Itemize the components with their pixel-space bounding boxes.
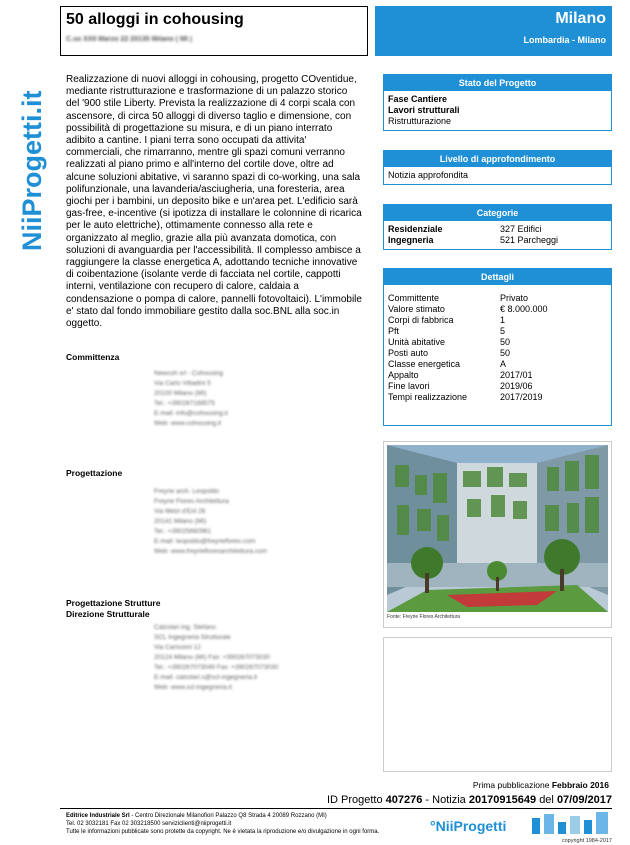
dettaglio-key: Valore stimato — [388, 304, 445, 314]
dettaglio-value: 50 — [500, 337, 511, 347]
empty-panel — [383, 637, 612, 772]
progettazione-title: Progettazione — [66, 468, 123, 478]
footer-address: - Centro Direzionale Milanofiori Palazzo Q8 Strada 4 20089 Rozzano (MI) — [129, 813, 327, 819]
footer-logo — [430, 812, 612, 842]
dettagli-panel-title: Dettagli — [384, 269, 611, 285]
photo-caption: Fonte: Freyrie Flores Architettura — [387, 614, 461, 620]
livello-panel — [383, 150, 612, 185]
strutture-line: E-mail: calzolari.s@scl-ingegneria.it — [154, 674, 258, 681]
progettazione-line: Web: www.freyriefloresarchitettura.com — [154, 548, 267, 555]
project-header — [60, 6, 368, 56]
progettazione-line: Via Melzi d'Eril 26 — [154, 508, 206, 515]
notizia-label: - Notizia — [425, 794, 466, 806]
vertical-logo-text: NiiProgetti.it — [17, 90, 47, 252]
dettaglio-row — [388, 315, 607, 326]
dettaglio-key: Classe energetica — [388, 359, 461, 369]
strutture-line: SCL Ingegneria Strutturale — [154, 634, 231, 641]
footer-info — [66, 812, 406, 836]
dettaglio-row — [388, 293, 607, 304]
courtyard-illustration — [387, 445, 608, 612]
location-box — [375, 6, 612, 56]
livello-value: Notizia approfondita — [388, 170, 469, 180]
committenza-line: Newcoh srl - Cohousing — [154, 370, 224, 377]
project-title: 50 alloggi in cohousing — [66, 11, 244, 28]
strutture-line: Calzolari ing. Stefano — [154, 624, 216, 631]
dettaglio-value: 2019/06 — [500, 381, 533, 391]
categorie-panel — [383, 204, 612, 250]
dettaglio-key: Posti auto — [388, 348, 429, 358]
footer-company: Editrice Industriale Srl — [66, 813, 130, 819]
dettaglio-row — [388, 359, 607, 370]
categoria-value: 327 Edifici — [500, 224, 542, 234]
categorie-panel-title: Categorie — [384, 205, 611, 221]
dettaglio-value: 1 — [500, 315, 506, 325]
dettagli-panel — [383, 268, 612, 426]
footer-copyright: copyright 1984-2017 — [561, 838, 612, 844]
dettaglio-key: Tempi realizzazione — [388, 392, 468, 402]
footer-logo-text: °NiiProgetti — [430, 818, 507, 834]
strutture-details — [154, 623, 278, 693]
dettaglio-value: 2017/2019 — [500, 392, 543, 402]
strutture-line: Tel.: +390267073049 Fax: +390267073030 — [154, 664, 279, 671]
stato-detail: Ristrutturazione — [388, 116, 452, 126]
committenza-line: Tel.: +390287168575 — [154, 400, 215, 407]
dettaglio-row — [388, 392, 607, 403]
dettaglio-value: A — [500, 359, 507, 369]
first-publication — [473, 780, 609, 790]
dettaglio-value: 50 — [500, 348, 511, 358]
dettaglio-row — [388, 381, 607, 392]
stato-panel-title: Stato del Progetto — [384, 75, 611, 91]
first-publication-date: Febbraio 2016 — [551, 780, 609, 790]
stato-panel — [383, 74, 612, 131]
vertical-logo — [8, 6, 56, 336]
committenza-line: Web: www.cohousing.it — [154, 420, 222, 427]
stato-phase: Fase Cantiere — [388, 94, 448, 104]
first-publication-label: Prima pubblicazione — [472, 780, 550, 790]
progettazione-line: Tel.: +39025660961 — [154, 528, 212, 535]
categoria-key: Residenziale — [388, 224, 443, 234]
project-address: C.so XXII Marzo 22 20135 Milano ( MI ) — [66, 36, 193, 43]
dettaglio-value: 5 — [500, 326, 506, 336]
dettaglio-key: Pft — [388, 326, 400, 336]
del-value: 07/09/2017 — [556, 794, 612, 806]
progettazione-line: Freyrie arch. Leopoldo — [154, 488, 220, 495]
categoria-value: 521 Parcheggi — [500, 235, 559, 245]
categoria-key: Ingegneria — [388, 235, 434, 245]
stato-sub: Lavori strutturali — [388, 105, 460, 115]
strutture-title — [66, 598, 160, 620]
project-photo-frame — [383, 441, 612, 628]
notizia-value: 20170915649 — [468, 794, 537, 806]
progettazione-line: 20141 Milano (MI) — [154, 518, 207, 525]
region-name: Lombardia - Milano — [523, 35, 606, 45]
id-label: ID Progetto — [326, 794, 383, 806]
strutture-title-1: Progettazione Strutture — [66, 598, 161, 608]
dettaglio-value: 2017/01 — [500, 370, 533, 380]
categoria-row — [388, 235, 607, 246]
footer-notice: Tutte le informazioni pubblicate sono protette da copyright. Ne è vietata la riproduzione e/o divulgazione in ogni forma. — [66, 829, 380, 835]
dettaglio-key: Unità abitative — [388, 337, 446, 347]
footer-contacts: Tel. 02 3032181 Fax 02 303218500 serviziclienti@niiprogetti.it — [66, 821, 232, 827]
committenza-line: Via Carlo Vittadini 5 — [154, 380, 211, 387]
strutture-title-2: Direzione Strutturale — [66, 609, 150, 619]
strutture-line: 20124 Milano (MI) Fax: +390267073030 — [154, 654, 270, 661]
progettazione-line: E-mail: leopoldo@freyrieflores.com — [154, 538, 256, 545]
dettaglio-key: Appalto — [388, 370, 419, 380]
footer-divider — [60, 808, 612, 809]
dettaglio-row — [388, 370, 607, 381]
dettaglio-row — [388, 348, 607, 359]
committenza-details — [154, 369, 228, 429]
livello-panel-title: Livello di approfondimento — [384, 151, 611, 167]
dettaglio-row — [388, 337, 607, 348]
project-description: Realizzazione di nuovi alloggi in cohousing, progetto COventidue, mediante ristrutturazione e trasformazione di un palazzo storico del '900 stile Liberty. Prevista la realizzazione di 4 corpi scala con ascensore, di circa 50 alloggi di diverso taglio e dimensione, con possibilità di progettazione su misura, e di un piano interrato adibito a cantine. I piani terra sono occupati da attivita' commerciali, che rimarranno, mentre gli spazi comuni verranno realizzati al piano primo e all'interno del cortile dove, oltre ad alcune soluzioni abitative, vi saranno spazi di co-working, una sala polifunzionale, una lavanderia/asciugheria, una foresteria, area giochi per i bambini, un deposito bike e un'area pet. L'edificio sarà gas-free, e-incentive (si ipotizza di installare le colonnine di ricarica per le auto elettriche), ottimamente connesso alla rete e organizzato al meglio, grazie alla più avanzata domotica, con soluzioni di avanguardia per l'accessibilità. Il complesso ambisce a raggiungere la classe energetica A, adottando tecniche innovative di coibentazione (isolante verde di facciata nel cortile, cappotti interni, ventilazione con recupero di calore, caldaia a condensazione o pompa di calore, pannelli fotovoltaici). L'immobile e' stato dal fondo immobiliare gestito dalla soc.BNL alla soc.in oggetto. — [66, 74, 362, 330]
dettaglio-row — [388, 326, 607, 337]
strutture-line: Web: www.scl-ingegneria.it — [154, 684, 232, 691]
dettaglio-row — [388, 304, 607, 315]
id-value: 407276 — [385, 794, 423, 806]
dettaglio-value: Privato — [500, 293, 529, 303]
categoria-row — [388, 224, 607, 235]
committenza-title: Committenza — [66, 352, 120, 362]
committenza-line: 20100 Milano (MI) — [154, 390, 207, 397]
skyline-icon — [530, 812, 612, 834]
progettazione-line: Freyrie Flores Architettura — [154, 498, 229, 505]
strutture-line: Via Carissimi 12 — [154, 644, 201, 651]
dettaglio-key: Corpi di fabbrica — [388, 315, 454, 325]
dettaglio-key: Fine lavori — [388, 381, 430, 391]
del-label: del — [539, 794, 554, 806]
dettaglio-value: € 8.000.000 — [500, 304, 548, 314]
project-photo — [387, 445, 608, 612]
dettaglio-key: Committente — [388, 293, 440, 303]
city-name: Milano — [555, 10, 606, 27]
project-id-line — [327, 794, 612, 806]
progettazione-details — [154, 487, 267, 557]
committenza-line: E-mail: info@cohousing.it — [154, 410, 228, 417]
